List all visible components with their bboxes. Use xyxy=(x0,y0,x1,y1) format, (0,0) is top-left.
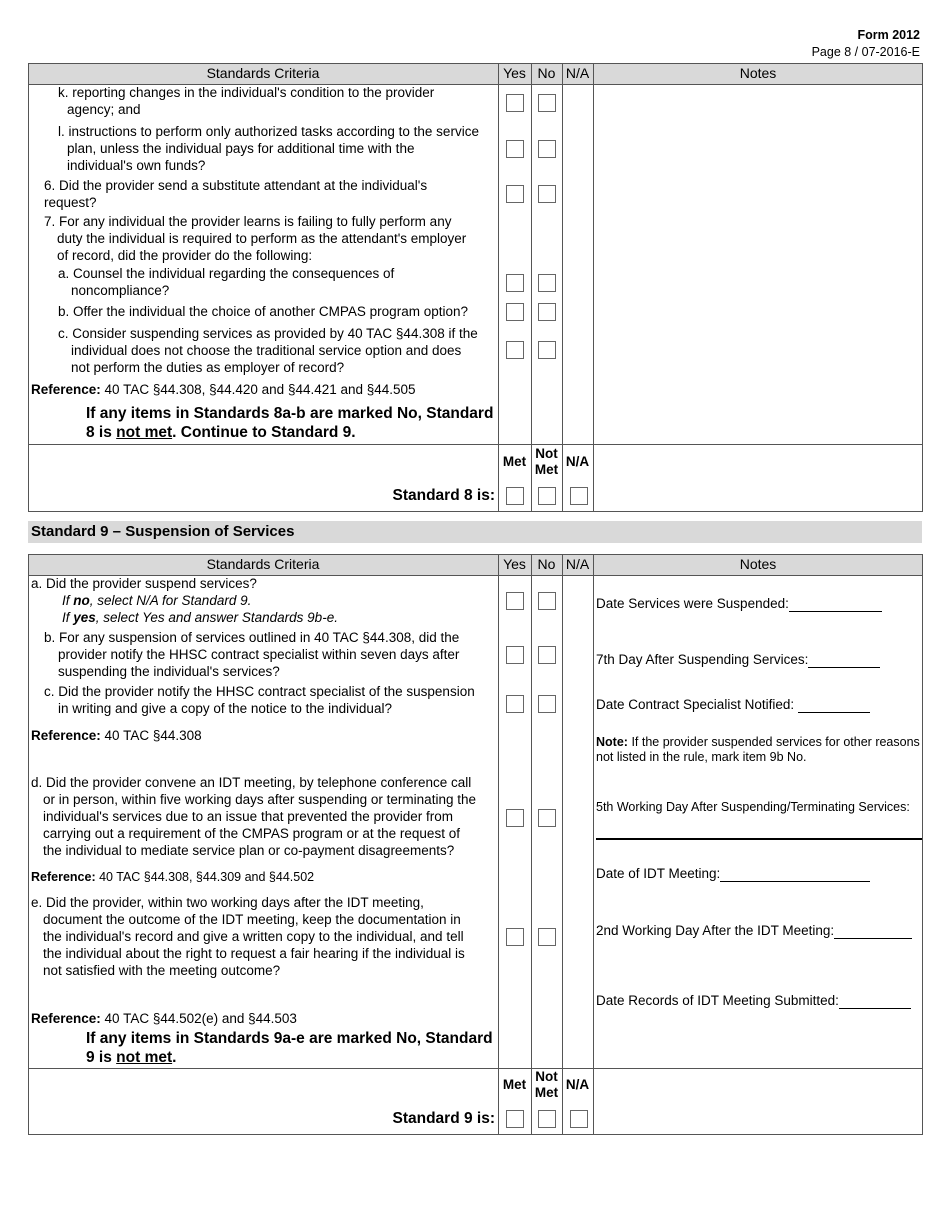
checkbox-8l-no[interactable] xyxy=(538,140,556,158)
criterion-8-7c: c. Consider suspending services as provided by 40 TAC §44.308 if the individual does not choose the traditional service option and does not perform the duties as employer of record? xyxy=(58,326,478,375)
checkbox-8-7b-yes[interactable] xyxy=(506,303,524,321)
criterion-8-7: 7. For any individual the provider learns is failing to fully perform any duty the individual is required to perform as the attendant's employer of record, did the provider do the following: xyxy=(44,214,467,263)
checkbox-8-6-yes[interactable] xyxy=(506,185,524,203)
idt-date-field[interactable] xyxy=(720,867,870,882)
second-day-field[interactable] xyxy=(834,924,912,939)
result-header-na: N/A xyxy=(565,454,590,469)
standard-9-result-label: Standard 9 is: xyxy=(392,1110,495,1127)
checkbox-8-7a-yes[interactable] xyxy=(506,274,524,292)
result-header-na-9: N/A xyxy=(565,1077,590,1092)
standard-8-result-label: Standard 8 is: xyxy=(392,487,495,504)
note-seventh-day: 7th Day After Suspending Services: xyxy=(596,651,880,668)
checkbox-8-not-met[interactable] xyxy=(538,487,556,505)
col-header-no-9: No xyxy=(537,556,556,572)
date-suspended-field[interactable] xyxy=(789,597,882,612)
col-header-yes-9: Yes xyxy=(503,556,526,572)
reference-9-1: Reference: 40 TAC §44.308 xyxy=(31,728,202,743)
checkbox-8-7a-no[interactable] xyxy=(538,274,556,292)
note-records-submitted: Date Records of IDT Meeting Submitted: xyxy=(596,992,911,1009)
col-header-na: N/A xyxy=(565,65,590,81)
note-date-suspended: Date Services were Suspended: xyxy=(596,595,882,612)
checkbox-8-7c-yes[interactable] xyxy=(506,341,524,359)
checkbox-8-7b-no[interactable] xyxy=(538,303,556,321)
note-date-notified: Date Contract Specialist Notified: xyxy=(596,696,870,713)
note-second-day: 2nd Working Day After the IDT Meeting: xyxy=(596,922,912,939)
fifth-day-field[interactable] xyxy=(596,838,922,840)
checkbox-8-na[interactable] xyxy=(570,487,588,505)
col-header-notes-9: Notes xyxy=(739,556,777,572)
checkbox-9c-no[interactable] xyxy=(538,695,556,713)
checkbox-9d-no[interactable] xyxy=(538,809,556,827)
col-header-yes: Yes xyxy=(503,65,526,81)
standard-8-instruction: If any items in Standards 8a-b are marked No, Standard 8 is not met. Continue to Standard 9. xyxy=(86,405,494,441)
checkbox-9b-yes[interactable] xyxy=(506,646,524,664)
checkbox-9-not-met[interactable] xyxy=(538,1110,556,1128)
col-header-criteria: Standards Criteria xyxy=(206,65,320,81)
form-number: Form 2012 xyxy=(857,28,920,42)
criterion-8-7a: a. Counsel the individual regarding the consequences of noncompliance? xyxy=(58,266,395,298)
checkbox-9c-yes[interactable] xyxy=(506,695,524,713)
criterion-9a: a. Did the provider suspend services? If no, select N/A for Standard 9. If yes, select Yes and answer Standards 9b-e. xyxy=(31,576,338,625)
checkbox-9e-yes[interactable] xyxy=(506,928,524,946)
checkbox-8-6-no[interactable] xyxy=(538,185,556,203)
result-header-not-met-9: Not Met xyxy=(534,1069,559,1100)
reference-9-2: Reference: 40 TAC §44.308, §44.309 and §44.502 xyxy=(31,870,315,884)
col-header-na-9: N/A xyxy=(565,556,590,572)
records-submitted-field[interactable] xyxy=(839,994,911,1009)
checkbox-9d-yes[interactable] xyxy=(506,809,524,827)
criterion-8-7b: b. Offer the individual the choice of another CMPAS program option? xyxy=(58,304,468,319)
checkbox-8l-yes[interactable] xyxy=(506,140,524,158)
date-notified-field[interactable] xyxy=(798,698,870,713)
col-header-no: No xyxy=(537,65,556,81)
note-other-reasons: Note: If the provider suspended services for other reasons not listed in the rule, mark item 9b No. xyxy=(596,735,920,764)
checkbox-8k-yes[interactable] xyxy=(506,94,524,112)
criterion-9e: e. Did the provider, within two working days after the IDT meeting, document the outcome of the IDT meeting, keep the documentation in the individual's record and give a written copy to the individual, and tell the individual about the right to request a fair hearing if the individual is not satisfied with the meeting outcome? xyxy=(31,895,465,978)
criterion-9b: b. For any suspension of services outlined in 40 TAC §44.308, did the provider notify the HHSC contract specialist within seven days after suspending the individual's services? xyxy=(44,630,460,679)
standard-9-instruction: If any items in Standards 9a-e are marked No, Standard 9 is not met. xyxy=(86,1030,493,1066)
criterion-8k: k. reporting changes in the individual's condition to the provider agency; and xyxy=(58,85,435,117)
criterion-9c: c. Did the provider notify the HHSC contract specialist of the suspension in writing and give a copy of the notice to the individual? xyxy=(44,684,475,716)
checkbox-8-met[interactable] xyxy=(506,487,524,505)
result-header-not-met: Not Met xyxy=(534,446,559,477)
result-header-met: Met xyxy=(502,454,527,469)
page-info: Page 8 / 07-2016-E xyxy=(811,45,920,59)
seventh-day-field[interactable] xyxy=(808,653,880,668)
reference-9-3: Reference: 40 TAC §44.502(e) and §44.503 xyxy=(31,1011,297,1026)
criterion-8l: l. instructions to perform only authorized tasks according to the service plan, unless the individual pays for additional time with the individual's own funds? xyxy=(58,124,479,173)
col-header-notes: Notes xyxy=(739,65,777,81)
result-header-met-9: Met xyxy=(502,1077,527,1092)
checkbox-8-7c-no[interactable] xyxy=(538,341,556,359)
reference-8: Reference: 40 TAC §44.308, §44.420 and §44.421 and §44.505 xyxy=(31,382,416,397)
note-fifth-day: 5th Working Day After Suspending/Terminating Services: xyxy=(596,800,910,814)
checkbox-9-met[interactable] xyxy=(506,1110,524,1128)
checkbox-8k-no[interactable] xyxy=(538,94,556,112)
criterion-9d: d. Did the provider convene an IDT meeting, by telephone conference call or in person, within five working days after suspending or terminating the individual's services due to an issue that prevented the provider from carrying out a requirement of the CMPAS program or at the request of the individual to mediate service plan or co-payment disagreements? xyxy=(31,775,476,858)
note-idt-date: Date of IDT Meeting: xyxy=(596,865,870,882)
checkbox-9a-yes[interactable] xyxy=(506,592,524,610)
col-header-criteria-9: Standards Criteria xyxy=(206,556,320,572)
criterion-8-6: 6. Did the provider send a substitute attendant at the individual's request? xyxy=(44,178,428,210)
checkbox-9b-no[interactable] xyxy=(538,646,556,664)
checkbox-9-na[interactable] xyxy=(570,1110,588,1128)
checkbox-9a-no[interactable] xyxy=(538,592,556,610)
checkbox-9e-no[interactable] xyxy=(538,928,556,946)
standard-9-title: Standard 9 – Suspension of Services xyxy=(31,523,295,540)
